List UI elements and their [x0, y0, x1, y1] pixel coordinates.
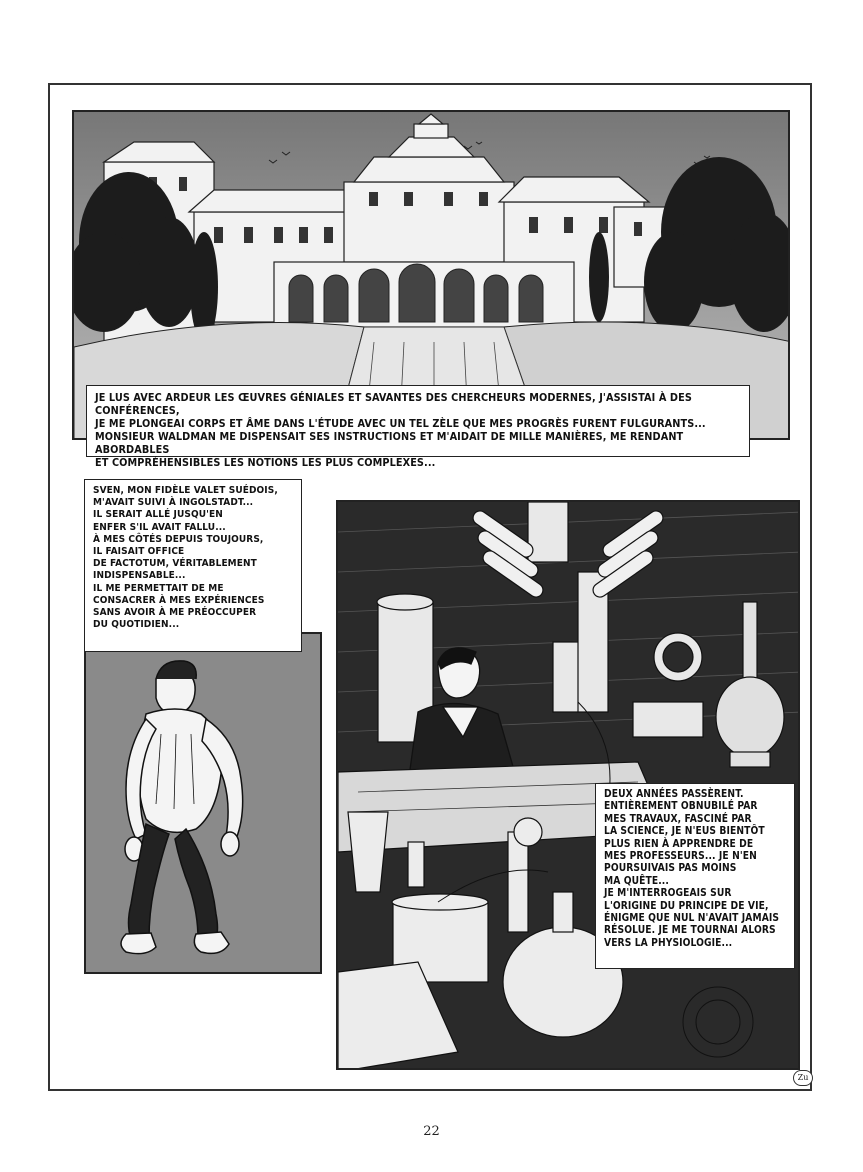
panel-sven — [84, 632, 322, 974]
caption-sven-text: SVEN, MON FIDÈLE VALET SUÉDOIS, M'AVAIT SUIVI À INGOLSTADT... IL SERAIT ALLÉ JUSQU'EN ENFER S'IL AVAIT FALLU... À MES CÔTÉS DEPUIS TOUJOURS, IL FAISAIT OFFICE DE FACTOTUM, VÉRITABLEMENT INDISPENSABLE... IL ME PERMETTAIT DE ME CONSACRER À MES EXPÉRIENCES SANS AVOIR À ME PRÉOCCUPER DU QUOTIDIEN... — [93, 485, 278, 631]
caption-chateau — [86, 385, 750, 469]
caption-laboratory — [595, 783, 795, 969]
caption-laboratory-text: DEUX ANNÉES PASSÈRENT. ENTIÈREMENT OBNUBILÉ PAR MES TRAVAUX, FASCINÉ PAR LA SCIENCE, JE N'EUS BIENTÔT PLUS RIEN À APPRENDRE DE MES PROFESSEURS... JE N'EN POURSUIVAIS PAS MOINS MA QUÊTE... JE M'INTERROGEAIS SUR L'ORIGINE DU PRINCIPE DE VIE, ÉNIGME QUE NUL N'AVAIT JAMAIS RÉSOLUE. JE ME TOURNAI ALORS VERS LA PHYSIOLOGIE... — [604, 789, 780, 949]
page-number: 22 — [423, 1124, 440, 1139]
caption-sven — [84, 479, 302, 652]
sven-illustration — [86, 634, 322, 974]
caption-chateau-text: JE LUS AVEC ARDEUR LES ŒUVRES GÉNIALES ET SAVANTES DES CHERCHEURS MODERNES, J'ASSISTAI À DES CONFÉRENCES, JE ME PLONGEAI CORPS ET ÂME DANS L'ÉTUDE AVEC UN TEL ZÈLE QUE MES PROGRÈS FURENT FULGURANTS... MONSIEUR WALDMAN ME DISPENSAIT SES INSTRUCTIONS ET M'AIDAIT DE MILLE MANIÈRES, ME RENDANT ABORDABLES ET COMPRÉHENSIBLES LES NOTIONS LES PLUS COMPLEXES... — [95, 391, 706, 469]
artist-signature-text: Zu — [797, 1073, 809, 1082]
artist-signature — [793, 1070, 813, 1086]
